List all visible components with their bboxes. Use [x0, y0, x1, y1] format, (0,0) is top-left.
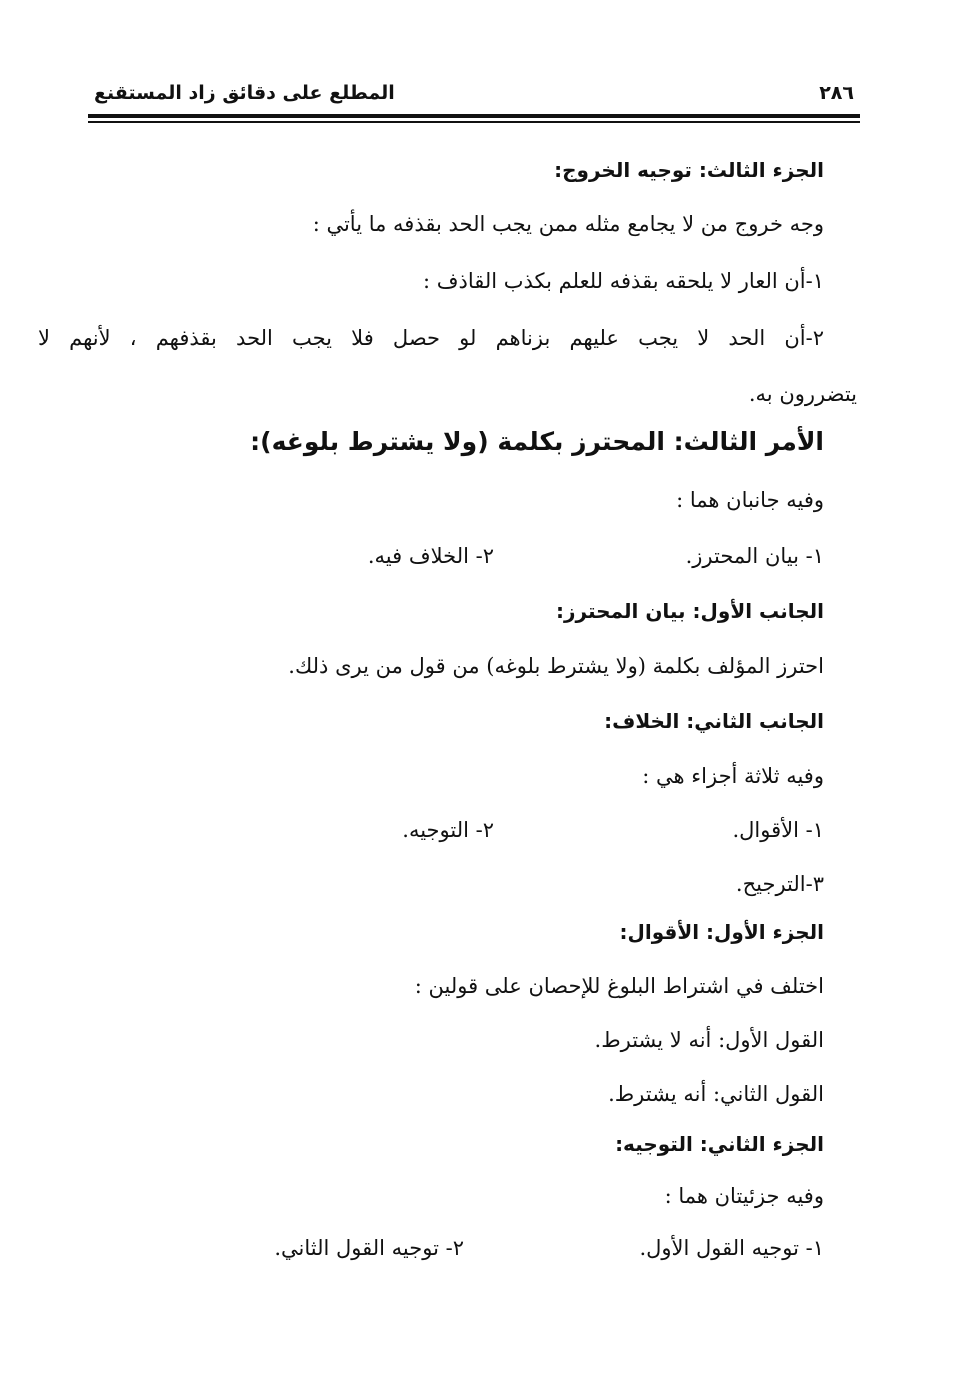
paragraph: وجه خروج من لا يجامع مثله ممن يجب الحد بقذفه ما يأتي : [312, 212, 824, 236]
paragraph: يتضررون به. [748, 382, 857, 406]
paragraph: احترز المؤلف بكلمة (ولا يشترط بلوغه) من قول من يرى ذلك. [288, 654, 824, 678]
header-rule-thick [88, 114, 860, 118]
list-item: ٢- توجيه القول الثاني. [274, 1236, 464, 1260]
section-heading: الجزء الأول: الأقوال: [619, 920, 824, 944]
section-heading: الجانب الثاني: الخلاف: [604, 709, 824, 733]
section-heading: الجانب الأول: بيان المحترز: [556, 599, 824, 623]
book-title: المطلع على دقائق زاد المستقنع [94, 82, 395, 104]
page-header [88, 76, 860, 112]
paragraph: وفيه جانبان هما : [676, 488, 824, 512]
paragraph: وفيه ثلاثة أجزاء هي : [642, 764, 824, 788]
list-item: ١- توجيه القول الأول. [639, 1236, 824, 1260]
page-number: ٢٨٦ [819, 82, 854, 104]
paragraph: اختلف في اشتراط البلوغ للإحصان على قولين : [414, 974, 824, 998]
list-item: ١- الأقوال. [732, 818, 824, 842]
section-heading: الجزء الثالث: توجيه الخروج: [554, 158, 824, 182]
header-rule-thin [88, 121, 860, 123]
paragraph: القول الأول: أنه لا يشترط. [594, 1028, 824, 1052]
list-item: ٢- الخلاف فيه. [367, 544, 494, 568]
list-item: ١-أن العار لا يلحقه بقذفه للعلم بكذب القاذف : [422, 269, 824, 293]
paragraph: وفيه جزئيتان هما : [664, 1184, 824, 1208]
list-item: ١- بيان المحترز. [685, 544, 824, 568]
paragraph: القول الثاني: أنه يشترط. [608, 1082, 824, 1106]
list-item: ٣-الترجيح. [735, 872, 824, 896]
list-item: ٢- التوجيه. [402, 818, 494, 842]
major-heading: الأمر الثالث: المحترز بكلمة (ولا يشترط بلوغه): [250, 427, 824, 456]
section-heading: الجزء الثاني: التوجيه: [615, 1132, 824, 1156]
paragraph: ٢-أن الحد لا يجب عليهم بزناهم لو حصل فلا يجب الحد بقذفهم ، لأنهم لا [38, 326, 824, 350]
